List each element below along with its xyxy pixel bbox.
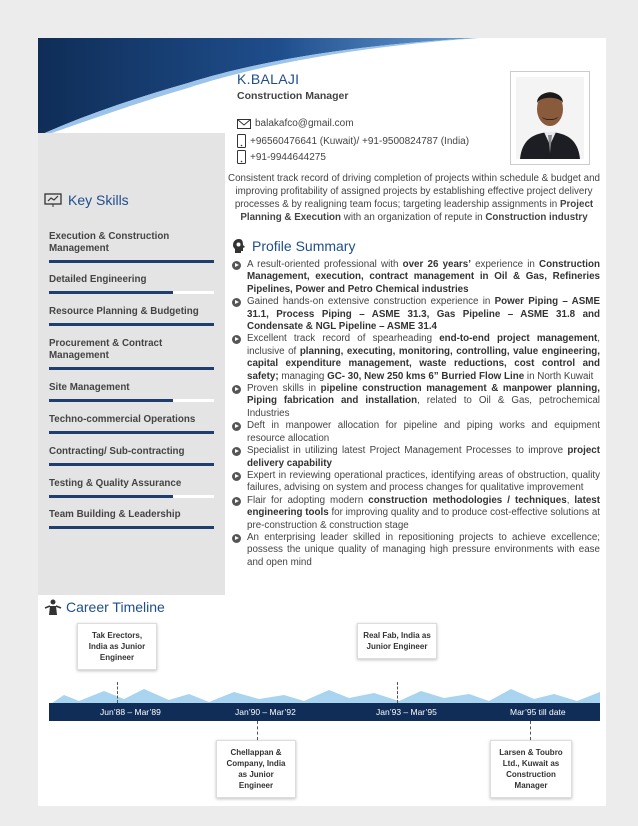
play-bullet-icon (232, 447, 241, 456)
summary-bullet (232, 333, 600, 383)
skill-level-fill (49, 260, 214, 263)
play-bullet-icon (232, 497, 241, 506)
summary-bullet-text: Gained hands-on extensive construction experience in Power Piping – ASME 31.1, Process Piping – ASME 31.3, Gas Pipeline – ASME 31.8 and Condensate & NGL Pipeline – ASME 31.4 (247, 296, 600, 333)
skill-level-bar (49, 495, 214, 498)
skill-level-bar (49, 323, 214, 326)
play-bullet-icon (232, 385, 241, 394)
mobile-phone-icon (237, 150, 246, 164)
email-text[interactable]: balakafco@gmail.com (255, 118, 354, 129)
timeline-period-4: Mar’95 till date (510, 707, 566, 717)
summary-text: Consistent track record of driving completion of projects within schedule & budget and improving profitability of assigned projects by establishing effective project delivery processes & by realigning team focus; targeting leadership assignments in Project Planning & Execution with an organization of repute in Construction industry (228, 173, 600, 223)
timeline-connector (530, 721, 531, 740)
summary-bullet-text: Expert in reviewing operational practices, identifying areas of obstruction, quality failures, advising on system and process changes for qualitative improvement (247, 469, 600, 494)
skill-level-fill (49, 495, 173, 498)
play-bullet-icon (232, 298, 241, 307)
summary-bullet (232, 296, 600, 333)
career-timeline-title: Career Timeline (66, 599, 165, 615)
skill-level-fill (49, 431, 214, 434)
skill-level-bar (49, 399, 214, 402)
summary-bullet-text: Excellent track record of spearheading end-to-end project management, inclusive of planning, executing, monitoring, controlling, value engineering, capital expenditure management, waste reductions, cost control and safety; managing GC- 30, New 250 kms 6” Burried Flow Line in North Kuwait (247, 333, 601, 382)
summary-bullet-text: Flair for adopting modern construction methodologies / techniques, latest engineering tools for improving quality and to produce cost-effective solutions at pre-construction & construction stage (247, 494, 600, 531)
summary-bullet (232, 445, 600, 470)
candidate-name: K.BALAJI (237, 71, 300, 87)
phone-row-2 (237, 150, 326, 164)
summary-bullet-text: Specialist in utilizing latest Project Management Processes to improve project delivery capability (247, 445, 600, 469)
skill-label: Procurement & Contract Management (49, 338, 163, 361)
career-timeline-heading (44, 599, 165, 615)
key-skills-title: Key Skills (68, 192, 129, 208)
timeline-role-box: Larsen & Toubro Ltd., Kuwait as Construction Manager (490, 740, 572, 798)
play-bullet-icon (232, 534, 241, 543)
timeline-role-box: Tak Erectors, India as Junior Engineer (77, 623, 157, 670)
summary-bullet (232, 532, 600, 569)
play-bullet-icon (232, 261, 241, 270)
skill-label: Contracting/ Sub-contracting (49, 446, 185, 457)
summary-bullet (232, 420, 600, 445)
skill-level-fill (49, 463, 214, 466)
profile-summary-title: Profile Summary (252, 238, 356, 254)
summary-bullet (232, 383, 600, 420)
mobile-phone-icon (237, 134, 246, 148)
play-bullet-icon (232, 472, 241, 481)
skill-level-fill (49, 526, 214, 529)
person-chart-icon (44, 599, 62, 615)
skill-label: Team Building & Leadership (49, 509, 181, 520)
phone-row-1 (237, 134, 469, 148)
profile-summary-list (232, 259, 600, 569)
profile-summary-heading (232, 238, 355, 254)
summary-bullet (232, 259, 600, 296)
skill-level-fill (49, 367, 214, 370)
timeline-period-1: Jun’88 – Mar’89 (100, 707, 161, 717)
skill-label: Site Management (49, 382, 130, 393)
skill-label: Techno-commercial Operations (49, 414, 196, 425)
skill-level-fill (49, 399, 173, 402)
skill-label: Testing & Quality Assurance (49, 478, 182, 489)
career-summary-paragraph (228, 172, 600, 224)
summary-bullet (232, 495, 600, 532)
head-gear-icon (232, 238, 246, 254)
summary-bullet-text: Deft in manpower allocation for pipeline and piping works and equipment resource allocation (247, 420, 600, 444)
phone-text-2: +91-9944644275 (250, 151, 326, 163)
timeline-connector (397, 682, 398, 703)
summary-bullet-text: Proven skills in pipeline construction management & manpower planning, Piping fabrication and installation, related to Oil & Gas, petrochemical Industries (247, 383, 600, 419)
person-portrait-icon (516, 77, 584, 159)
play-bullet-icon (232, 422, 241, 431)
timeline-mountains (49, 685, 600, 705)
summary-bullet-text: A result-oriented professional with over 26 years’ experience in Construction Management, execution, contract management in Oil & Gas, Refineries Pipelines, Power and Petro Chemical industries (247, 259, 600, 295)
skill-label: Detailed Engineering (49, 274, 147, 285)
email-row (237, 118, 354, 129)
envelope-icon (237, 119, 251, 129)
skill-level-bar (49, 367, 214, 370)
timeline-role-box: Real Fab, India as Junior Engineer (357, 623, 437, 659)
key-skills-heading (44, 192, 129, 208)
skill-level-fill (49, 291, 173, 294)
skill-level-bar (49, 291, 214, 294)
skill-level-bar (49, 463, 214, 466)
presentation-board-icon (44, 193, 62, 207)
resume-page (38, 38, 606, 806)
summary-bullet (232, 470, 600, 495)
timeline-connector (257, 721, 258, 740)
profile-photo (510, 71, 590, 165)
candidate-title: Construction Manager (237, 90, 349, 102)
play-bullet-icon (232, 335, 241, 344)
phone-text-1: +96560476641 (Kuwait)/ +91-9500824787 (India) (250, 135, 470, 147)
skill-level-fill (49, 323, 214, 326)
timeline-role-box: Chellappan & Company, India as Junior Engineer (216, 740, 296, 798)
skill-level-bar (49, 431, 214, 434)
skill-label: Resource Planning & Budgeting (49, 306, 199, 317)
timeline-connector (117, 682, 118, 703)
skill-level-bar (49, 260, 214, 263)
skill-label: Execution & Construction Management (49, 231, 170, 254)
skill-level-bar (49, 526, 214, 529)
summary-bullet-text: An enterprising leader skilled in repositioning projects to achieve excellence; possess the unique quality of managing high pressure environments with ease and open mind (247, 531, 600, 568)
timeline-period-3: Jan’93 – Mar’95 (376, 707, 437, 717)
timeline-period-2: Jan’90 – Mar’92 (235, 707, 296, 717)
